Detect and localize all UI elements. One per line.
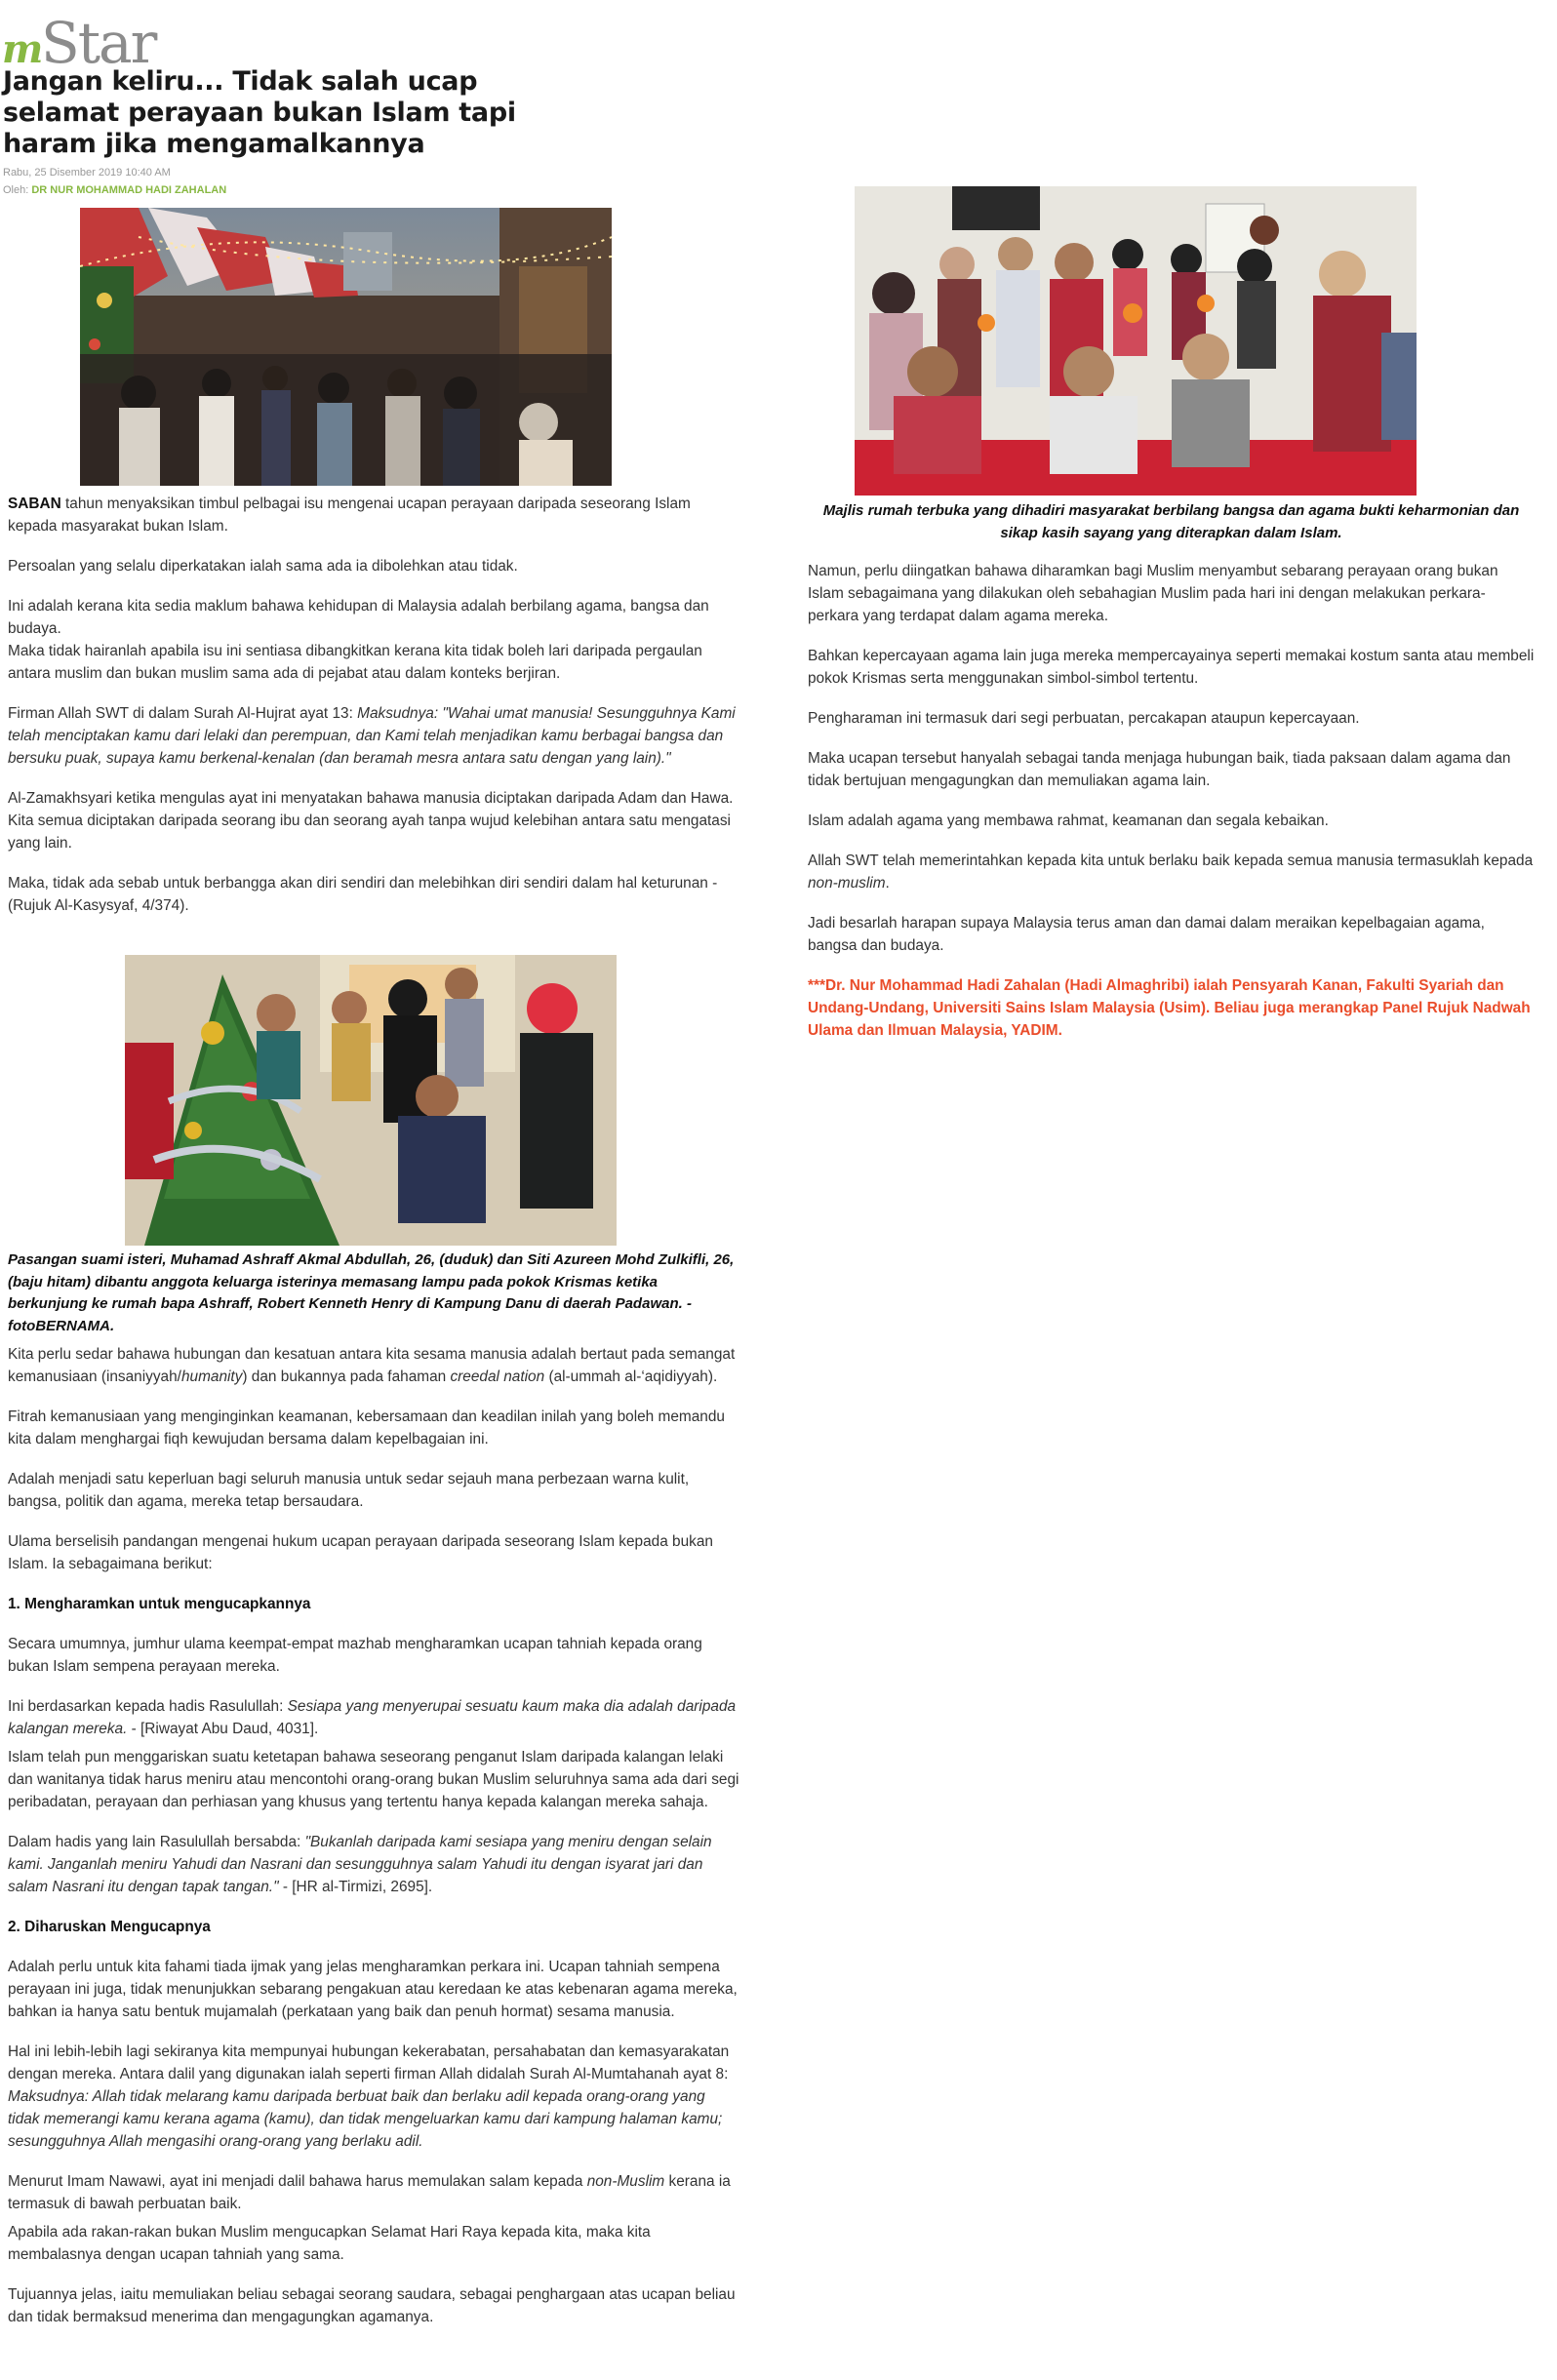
left-text-block-1 xyxy=(8,493,739,934)
right-paragraph-5: Islam adalah agama yang membawa rahmat, keamanan dan segala kebaikan. xyxy=(808,813,1329,829)
article-byline xyxy=(3,184,226,196)
paragraph-5 xyxy=(8,702,739,770)
hadith-quote-2: "Bukanlah daripada kami sesiapa yang meniru dengan selain kami. Janganlah meniru Yahudi dan Nasrani dan sesungguhnya salam Yahudi itu dengan isyarat jari dan salam Nasrani itu dengan tapak tangan." xyxy=(8,1834,712,1895)
paragraph-4: Maka tidak hairanlah apabila isu ini sentiasa dibangkitkan kerana kita tidak boleh lari daripada pergaulan antara muslim dan bukan muslim sama ada di pejabat atau dalam konteks berjiran. xyxy=(8,643,702,682)
section-heading-1: 1. Mengharamkan untuk mengucapkannya xyxy=(8,1596,311,1612)
right-text-block xyxy=(808,500,1535,1059)
p17-a: Hal ini lebih-lebih lagi sekiranya kita mempunyai hubungan kekerabatan, persahabatan dan kemasyarakatan dengan mereka. Antara dalil yang digunakan ialah seperti firman Allah didalah Surah Al-Mumtahanah ayat 8: xyxy=(8,2043,730,2082)
paragraph-2: Persoalan yang selalu diperkatakan ialah sama ada ia dibolehkan atau tidak. xyxy=(8,558,518,575)
p13-a: Ini berdasarkan kepada hadis Rasulullah: xyxy=(8,1698,288,1715)
article-date: Rabu, 25 Disember 2019 10:40 AM xyxy=(3,167,171,178)
paragraph-17 xyxy=(8,2041,739,2153)
mstar-logo[interactable] xyxy=(0,10,185,68)
paragraph-18 xyxy=(8,2170,739,2215)
left-text-block-2 xyxy=(8,1250,739,2328)
author-bio: ***Dr. Nur Mohammad Hadi Zahalan (Hadi Almaghribi) ialah Pensyarah Kanan, Fakulti Syariah dan Undang-Undang, Universiti Sains Islam Malaysia (Usim). Beliau juga merangkap Panel Rujuk Nadwah Ulama dan Ilmuan Malaysia, YADIM. xyxy=(808,977,1531,1039)
r6-b: non-muslim xyxy=(808,875,886,892)
paragraph-12: Secara umumnya, jumhur ulama keempat-empat mazhab mengharamkan ucapan tahniah kepada orang bukan Islam sempena perayaan mereka. xyxy=(8,1636,702,1675)
paragraph-10: Adalah menjadi satu keperluan bagi seluruh manusia untuk sedar sejauh mana perbezaan warna kulit, bangsa, politik dan agama, mereka tetap bersaudara. xyxy=(8,1471,690,1510)
paragraph-1 xyxy=(8,493,739,537)
quran-quote-1: Maksudnya: "Wahai umat manusia! Sesungguhnya Kami telah menciptakan kamu dari lelaki dan perempuan, dan Kami telah menjadikan kamu berbagai bangsa dan bersuku puak, supaya kamu berkenal-kenalan (dan beramah mesra antara satu dengan yang lain)." xyxy=(8,705,736,767)
paragraph-20: Tujuannya jelas, iaitu memuliakan beliau sebagai seorang saudara, sebagai penghargaan atas ucapan beliau dan tidak bermaksud menerima dan mengagungkan agamanya. xyxy=(8,2286,736,2325)
right-paragraph-6 xyxy=(808,850,1535,894)
p18-b: non-Muslim xyxy=(586,2173,665,2190)
right-paragraph-4: Maka ucapan tersebut hanyalah sebagai tanda menjaga hubungan baik, tiada paksaan dalam agama dan tidak bertujuan mengagungkan dan memuliakan agama lain. xyxy=(808,750,1511,789)
article-headline: Jangan keliru... Tidak salah ucap selamat perayaan bukan Islam tapi haram jika mengamalkannya xyxy=(3,66,516,159)
open-house-photo-caption: Majlis rumah terbuka yang dihadiri masyarakat berbilang bangsa dan agama bukti keharmonian dan sikap kasih sayang yang diterapkan dalam Islam. xyxy=(822,502,1520,541)
christmas-tree-photo xyxy=(125,955,617,1246)
christmas-tree-photo-graphic xyxy=(125,955,617,1246)
paragraph-9: Fitrah kemanusiaan yang menginginkan keamanan, kebersamaan dan keadilan inilah yang boleh memandu kita dalam menghargai fiqh kewujudan bersama dalam kepelbagaian ini. xyxy=(8,1408,725,1448)
logo-text: Star xyxy=(41,10,156,68)
paragraph-1-text: tahun menyaksikan timbul pelbagai isu mengenai ucapan perayaan daripada seseorang Islam kepada masyarakat bukan Islam. xyxy=(8,496,691,535)
paragraph-19: Apabila ada rakan-rakan bukan Muslim mengucapkan Selamat Hari Raya kepada kita, maka kita membalasnya dengan ucapan tahniah yang sama. xyxy=(8,2224,651,2263)
paragraph-7: Maka, tidak ada sebab untuk berbangga akan diri sendiri dan melebihkan diri sendiri dalam hal keturunan - (Rujuk Al-Kasysyaf, 4/374). xyxy=(8,875,718,914)
bazaar-photo xyxy=(80,208,612,486)
paragraph-3: Ini adalah kerana kita sedia maklum bahawa kehidupan di Malaysia adalah berbilang agama, bangsa dan budaya. xyxy=(8,598,709,637)
p8-a: Kita perlu sedar bahawa hubungan dan kesatuan antara kita sesama manusia adalah bertaut pada semangat kemanusiaan (insaniyyah/ xyxy=(8,1346,736,1385)
p8-b: humanity xyxy=(180,1368,243,1385)
paragraph-5-text: Firman Allah SWT di dalam Surah Al-Hujrat ayat 13: xyxy=(8,705,358,722)
p8-d: creedal nation xyxy=(450,1368,545,1385)
logo-prefix: m xyxy=(2,26,44,68)
paragraph-13 xyxy=(8,1695,739,1740)
p8-e: (al-ummah al-‘aqidiyyah). xyxy=(544,1368,718,1385)
section-heading-2: 2. Diharuskan Mengucapnya xyxy=(8,1919,211,1935)
p13-c: - [Riwayat Abu Daud, 4031]. xyxy=(127,1721,319,1737)
quran-quote-2: Maksudnya: Allah tidak melarang kamu daripada berbuat baik dan berlaku adil kepada orang-orang yang tidak memerangi kamu kerana agama (kamu), dan tidak mengeluarkan kamu dari kampung halaman kamu; sesungguhnya Allah mengasihi orang-orang yang berlaku adil. xyxy=(8,2088,723,2150)
paragraph-8 xyxy=(8,1343,739,1388)
author-prefix: Oleh: xyxy=(3,184,32,196)
r6-c: . xyxy=(885,875,890,892)
p15-c: - [HR al-Tirmizi, 2695]. xyxy=(278,1879,433,1895)
paragraph-14: Islam telah pun menggariskan suatu ketetapan bahawa seseorang penganut Islam daripada kalangan lelaki dan wanitanya tidak harus meniru atau mencontohi orang-orang bukan Muslim seluruhnya sama ada dari segi peribadatan, perayaan dan perhiasan yang khusus yang tertentu hanya kepada kalangan mereka sahaja. xyxy=(8,1749,739,1810)
lead-word: SABAN xyxy=(8,496,61,512)
mstar-logo-graphic xyxy=(0,10,185,68)
hadith-quote-1: Sesiapa yang menyerupai sesuatu kaum maka dia adalah daripada kalangan mereka. xyxy=(8,1698,737,1737)
paragraph-6: Al-Zamakhsyari ketika mengulas ayat ini menyatakan bahawa manusia diciptakan daripada Adam dan Hawa. Kita semua diciptakan daripada seorang ibu dan seorang ayah tanpa wujud kelebihan antara satu mengatasi yang lain. xyxy=(8,790,734,852)
right-paragraph-3: Pengharaman ini termasuk dari segi perbuatan, percakapan ataupun kepercayaan. xyxy=(808,710,1360,727)
right-paragraph-2: Bahkan kepercayaan agama lain juga mereka mempercayainya seperti memakai kostum santa atau membeli pokok Krismas serta menggunakan simbol-simbol tertentu. xyxy=(808,648,1535,687)
right-paragraph-7: Jadi besarlah harapan supaya Malaysia terus aman dan damai dalam meraikan kepelbagaian agama, bangsa dan budaya. xyxy=(808,915,1485,954)
author-link[interactable]: DR NUR MOHAMMAD HADI ZAHALAN xyxy=(31,184,227,196)
bazaar-photo-graphic xyxy=(80,208,612,486)
paragraph-15 xyxy=(8,1831,739,1898)
tree-photo-caption: Pasangan suami isteri, Muhamad Ashraff Akmal Abdullah, 26, (duduk) dan Siti Azureen Mohd Zulkifli, 26, (baju hitam) dibantu anggota keluarga isterinya memasang lampu pada pokok Krismas ketika berkunjung ke rumah bapa Ashraff, Robert Kenneth Henry di Kampung Danu di daerah Padawan. - fotoBERNAMA. xyxy=(8,1251,735,1334)
p15-a: Dalam hadis yang lain Rasulullah bersabda: xyxy=(8,1834,305,1850)
open-house-photo xyxy=(855,186,1417,496)
p8-c: ) dan bukannya pada fahaman xyxy=(242,1368,451,1385)
paragraph-16: Adalah perlu untuk kita fahami tiada ijmak yang jelas mengharamkan perkara ini. Ucapan tahniah sempena perayaan ini juga, tidak menunjukkan sebarang pengakuan atau keredaan ke atas kebenaran agama mereka, bahkan ia hanya satu bentuk mujamalah (perkataan yang baik dan penuh hormat) sesama manusia. xyxy=(8,1959,738,2020)
open-house-photo-graphic xyxy=(855,186,1417,496)
p18-c: kerana ia termasuk di bawah perbuatan baik. xyxy=(8,2173,731,2212)
p18-a: Menurut Imam Nawawi, ayat ini menjadi dalil bahawa harus memulakan salam kepada xyxy=(8,2173,587,2190)
paragraph-11: Ulama berselisih pandangan mengenai hukum ucapan perayaan daripada seseorang Islam kepada bukan Islam. Ia sebagaimana berikut: xyxy=(8,1533,713,1572)
r6-a: Allah SWT telah memerintahkan kepada kita untuk berlaku baik kepada semua manusia termasuklah kepada xyxy=(808,853,1534,869)
right-paragraph-1: Namun, perlu diingatkan bahawa diharamkan bagi Muslim menyambut sebarang perayaan orang bukan Islam sebagaimana yang dilakukan oleh sebahagian Muslim pada hari ini dengan melakukan perkara-perkara yang terdapat dalam agama mereka. xyxy=(808,563,1498,624)
